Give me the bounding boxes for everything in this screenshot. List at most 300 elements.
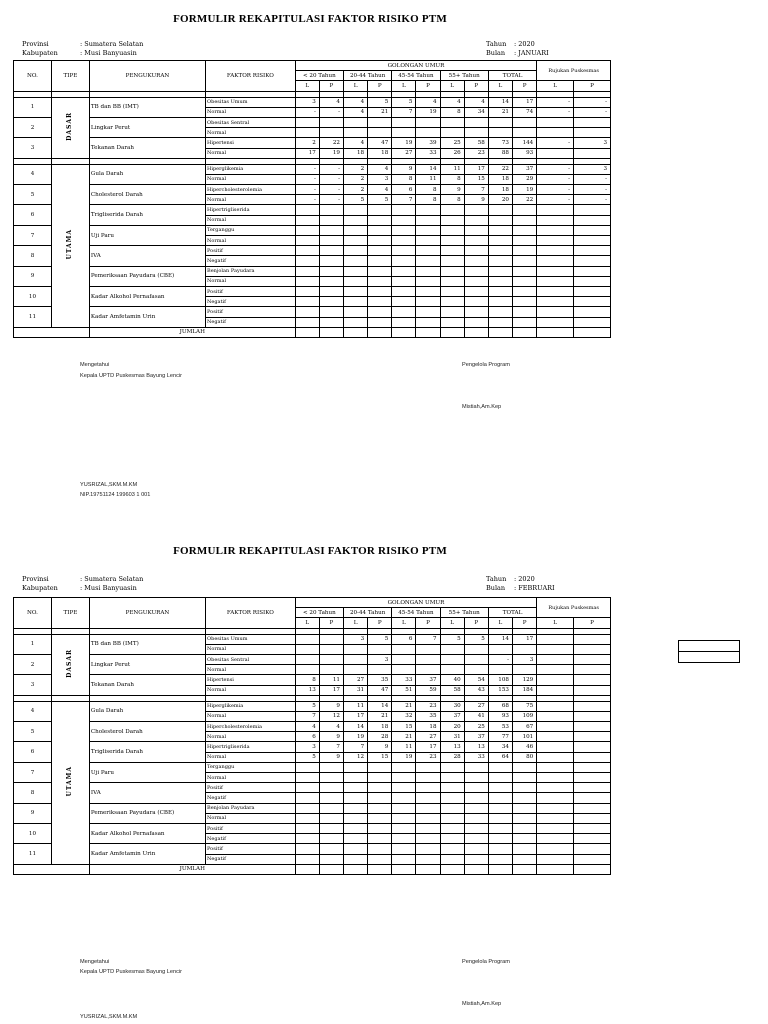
value-cell [392,854,416,864]
header-l: L [488,618,512,628]
value-cell [537,762,574,772]
jumlah-value-cell [416,864,440,874]
faktor-risiko-cell: Hipertensi [206,675,296,685]
value-cell [537,266,574,276]
bulan-label: Bulan [486,584,506,592]
value-cell: 6 [392,634,416,644]
value-cell: 7 [416,634,440,644]
value-cell: - [295,174,319,184]
value-cell [512,276,536,286]
value-cell [343,117,367,127]
header-p: P [512,81,536,91]
value-cell: 26 [440,148,464,158]
jumlah-value-cell [512,864,536,874]
value-cell [440,266,464,276]
value-cell: 25 [464,722,488,732]
jumlah-label: JUMLAH [89,864,295,874]
value-cell [343,854,367,864]
header-p: P [416,81,440,91]
value-cell [295,297,319,307]
faktor-risiko-cell: Hipertensi [206,138,296,148]
value-cell: 5 [440,634,464,644]
tipe-dasar-label: DASAR [66,111,74,141]
faktor-risiko-cell: Hiperglikemia [206,701,296,711]
location-block [22,40,143,58]
value-cell [343,307,367,317]
value-cell: - [295,164,319,174]
value-cell: 4 [464,97,488,107]
value-cell [440,236,464,246]
value-cell: 77 [488,732,512,742]
header-p: P [368,618,392,628]
value-cell [488,215,512,225]
jumlah-value-cell [512,327,536,337]
value-cell [464,762,488,772]
value-cell [488,317,512,327]
value-cell [319,297,343,307]
value-cell [537,117,574,127]
value-cell: 27 [343,675,367,685]
value-cell [440,762,464,772]
header-l: L [343,81,367,91]
value-cell [295,854,319,864]
form-title: FORMULIR REKAPITULASI FAKTOR RISIKO PTM [173,545,447,557]
value-cell [368,854,392,864]
value-cell [512,773,536,783]
value-cell: 29 [512,174,536,184]
value-cell [574,286,611,296]
header-golongan-umur: GOLONGAN UMUR [295,61,537,71]
value-cell [368,844,392,854]
jumlah-value-cell [488,864,512,874]
value-cell [392,644,416,654]
value-cell [319,813,343,823]
value-cell [343,246,367,256]
bulan-value: : JANUARI [514,49,549,57]
header-row [14,61,611,71]
header-l: L [440,618,464,628]
value-cell: 2 [343,174,367,184]
value-cell: 41 [464,711,488,721]
value-cell [512,762,536,772]
value-cell: 8 [392,174,416,184]
value-cell [464,205,488,215]
value-cell: 2 [295,138,319,148]
value-cell [488,205,512,215]
jumlah-value-cell [537,327,574,337]
value-cell [295,266,319,276]
header-p: P [574,81,611,91]
value-cell [537,317,574,327]
value-cell [416,286,440,296]
value-cell: 23 [416,701,440,711]
value-cell [537,246,574,256]
value-cell [440,256,464,266]
value-cell: 14 [343,722,367,732]
row-number: 8 [14,246,52,266]
value-cell: 11 [392,742,416,752]
tahun-value: : 2020 [514,40,535,48]
value-cell [512,215,536,225]
value-cell [512,644,536,654]
tipe-cell [51,634,89,695]
value-cell [440,803,464,813]
value-cell [416,834,440,844]
value-cell [392,844,416,854]
row-number: 1 [14,634,52,654]
value-cell [368,246,392,256]
faktor-risiko-cell: Obesitas Sentral [206,654,296,664]
faktor-risiko-cell: Normal [206,665,296,675]
value-cell [537,225,574,235]
pengelola-title: Pengelola Program [462,959,510,965]
value-cell: 3 [574,138,611,148]
value-cell [488,286,512,296]
pengukuran-cell: Kadar Amfetamin Urin [89,307,205,327]
value-cell [295,654,319,664]
value-cell: 22 [512,195,536,205]
value-cell [537,286,574,296]
faktor-risiko-cell: Normal [206,752,296,762]
header-g3: 45-54 Tahun [392,608,440,618]
value-cell [295,783,319,793]
value-cell [343,644,367,654]
value-cell: 35 [416,711,440,721]
value-cell: 5 [392,97,416,107]
value-cell: 14 [488,97,512,107]
value-cell [464,307,488,317]
faktor-risiko-cell: Benjolan Payudara [206,266,296,276]
value-cell [343,286,367,296]
value-cell [574,854,611,864]
value-cell [574,773,611,783]
value-cell: 20 [488,195,512,205]
value-cell [537,307,574,317]
jumlah-row [14,864,611,874]
kabupaten-value: : Musi Banyuasin [80,49,137,57]
value-cell [295,256,319,266]
value-cell: 15 [368,752,392,762]
value-cell [537,711,574,721]
header-l: L [392,618,416,628]
value-cell [416,128,440,138]
value-cell [488,236,512,246]
value-cell [537,297,574,307]
value-cell [488,117,512,127]
value-cell: - [488,654,512,664]
value-cell [440,225,464,235]
value-cell [464,266,488,276]
value-cell: 27 [464,701,488,711]
kabupaten-label: Kabupaten [22,584,58,592]
value-cell [368,762,392,772]
pengukuran-cell: Lingkar Perut [89,117,205,137]
row-number: 9 [14,266,52,286]
jumlah-value-cell [574,864,611,874]
value-cell [488,128,512,138]
value-cell: 14 [488,634,512,644]
faktor-risiko-cell: Normal [206,644,296,654]
value-cell [574,722,611,732]
value-cell: 14 [416,164,440,174]
value-cell [343,266,367,276]
value-cell: 4 [368,164,392,174]
value-cell [574,225,611,235]
header-p: P [319,81,343,91]
jumlah-value-cell [440,864,464,874]
value-cell [512,834,536,844]
empty-cell [14,327,90,337]
mengetahui-text: Mengetahui [80,362,110,368]
value-cell [343,256,367,266]
value-cell [537,732,574,742]
faktor-risiko-cell: Terganggu [206,225,296,235]
value-cell: 101 [512,732,536,742]
table-row [14,675,611,685]
table-row [14,783,611,793]
bulan-value: : FEBRUARI [514,584,555,592]
value-cell [537,256,574,266]
value-cell: 31 [343,685,367,695]
value-cell: 17 [512,97,536,107]
header-faktor-risiko: FAKTOR RISIKO [206,598,296,629]
value-cell: 33 [392,675,416,685]
value-cell [416,225,440,235]
value-cell [416,813,440,823]
value-cell [488,276,512,286]
value-cell [392,297,416,307]
jumlah-value-cell [368,864,392,874]
value-cell [464,665,488,675]
value-cell: 58 [440,685,464,695]
value-cell: 59 [416,685,440,695]
tipe-cell [51,701,89,864]
value-cell [295,205,319,215]
row-number: 4 [14,701,52,721]
value-cell: 18 [368,148,392,158]
value-cell: 8 [416,195,440,205]
table-row [14,722,611,732]
value-cell [416,215,440,225]
faktor-risiko-cell: Positif [206,246,296,256]
pengelola-title: Pengelola Program [462,362,510,368]
jumlah-value-cell [392,327,416,337]
value-cell: 27 [416,732,440,742]
value-cell: 4 [319,722,343,732]
value-cell [537,722,574,732]
header-l: L [343,618,367,628]
value-cell [464,793,488,803]
value-cell: 64 [488,752,512,762]
value-cell: - [295,185,319,195]
value-cell [574,762,611,772]
header-p: P [416,618,440,628]
value-cell [537,773,574,783]
value-cell [368,256,392,266]
jumlah-value-cell [574,327,611,337]
value-cell [319,823,343,833]
value-cell: 27 [392,148,416,158]
value-cell [574,803,611,813]
value-cell [368,793,392,803]
value-cell [295,823,319,833]
tipe-cell [51,97,89,158]
kabupaten-value: : Musi Banyuasin [80,584,137,592]
value-cell: 37 [440,711,464,721]
header-g4: 55+ Tahun [440,71,488,81]
value-cell [574,256,611,266]
value-cell: - [574,107,611,117]
value-cell [319,215,343,225]
value-cell [368,834,392,844]
value-cell [319,783,343,793]
faktor-risiko-cell: Normal [206,148,296,158]
value-cell: 109 [512,711,536,721]
faktor-risiko-cell: Normal [206,174,296,184]
value-cell [319,844,343,854]
value-cell: 93 [488,711,512,721]
value-cell [464,834,488,844]
pengukuran-cell: Kadar Alkohol Pernafasan [89,823,205,843]
value-cell: 13 [295,685,319,695]
value-cell [512,128,536,138]
value-cell: - [319,164,343,174]
value-cell: 12 [343,752,367,762]
value-cell [574,117,611,127]
value-cell [343,665,367,675]
jumlah-value-cell [537,864,574,874]
value-cell: 6 [295,732,319,742]
value-cell: 13 [464,742,488,752]
value-cell [464,215,488,225]
jumlah-value-cell [440,327,464,337]
value-cell [343,834,367,844]
value-cell [464,844,488,854]
value-cell [392,823,416,833]
value-cell: 3 [295,97,319,107]
value-cell: 8 [416,185,440,195]
row-number: 2 [14,654,52,674]
value-cell: 40 [440,675,464,685]
jumlah-value-cell [295,327,319,337]
value-cell [319,236,343,246]
value-cell: 4 [440,97,464,107]
header-g2: 20-44 Tahun [343,608,391,618]
value-cell: 22 [488,164,512,174]
header-p: P [574,618,611,628]
value-cell: 4 [368,185,392,195]
table-row [14,803,611,813]
table-row [14,286,611,296]
mengetahui-text: Mengetahui [80,959,110,965]
value-cell [488,773,512,783]
value-cell [295,634,319,644]
value-cell [368,128,392,138]
value-cell [368,276,392,286]
value-cell: 4 [319,97,343,107]
value-cell [319,634,343,644]
value-cell: 9 [319,701,343,711]
header-g4: 55+ Tahun [440,608,488,618]
value-cell: 23 [464,148,488,158]
tipe-utama-label: UTAMA [66,229,74,260]
value-cell: - [537,174,574,184]
value-cell: - [537,195,574,205]
value-cell [440,654,464,664]
header-rujukan: Rujukan Puskesmas [537,61,611,81]
value-cell [488,307,512,317]
pengukuran-cell: Pemeriksaan Payudara (CBE) [89,803,205,823]
value-cell [295,644,319,654]
value-cell [512,783,536,793]
value-cell: 33 [416,148,440,158]
value-cell [295,128,319,138]
value-cell [343,762,367,772]
value-cell: 18 [368,722,392,732]
value-cell [319,665,343,675]
value-cell: 9 [464,195,488,205]
period-block [486,40,549,58]
value-cell [343,844,367,854]
value-cell: 80 [512,752,536,762]
jumlah-value-cell [392,864,416,874]
value-cell [440,793,464,803]
value-cell [440,783,464,793]
value-cell [574,205,611,215]
value-cell: 15 [392,722,416,732]
value-cell: - [319,185,343,195]
faktor-risiko-cell: Negatif [206,297,296,307]
value-cell [295,317,319,327]
header-g3: 45-54 Tahun [392,71,440,81]
table-row [14,246,611,256]
value-cell: 34 [488,742,512,752]
value-cell [295,834,319,844]
value-cell [537,654,574,664]
faktor-risiko-cell: Negatif [206,317,296,327]
value-cell: 5 [368,195,392,205]
header-no: NO. [14,61,52,92]
value-cell: - [537,97,574,107]
value-cell: 7 [319,742,343,752]
faktor-risiko-cell: Negatif [206,854,296,864]
value-cell [319,128,343,138]
value-cell: 11 [416,174,440,184]
value-cell [319,834,343,844]
row-number: 10 [14,286,52,306]
value-cell [574,266,611,276]
pengukuran-cell: Lingkar Perut [89,654,205,674]
value-cell: 18 [416,722,440,732]
value-cell [464,225,488,235]
value-cell [416,256,440,266]
value-cell: 5 [295,701,319,711]
value-cell [512,205,536,215]
value-cell: 19 [343,732,367,742]
value-cell [368,803,392,813]
row-number: 4 [14,164,52,184]
value-cell: 7 [392,195,416,205]
pengukuran-cell: TB dan BB (IMT) [89,634,205,654]
header-total: TOTAL [488,608,536,618]
row-number: 7 [14,762,52,782]
bulan-label: Bulan [486,49,506,57]
value-cell [464,297,488,307]
value-cell: 6 [392,185,416,195]
value-cell [343,773,367,783]
value-cell: 37 [464,732,488,742]
value-cell [537,813,574,823]
